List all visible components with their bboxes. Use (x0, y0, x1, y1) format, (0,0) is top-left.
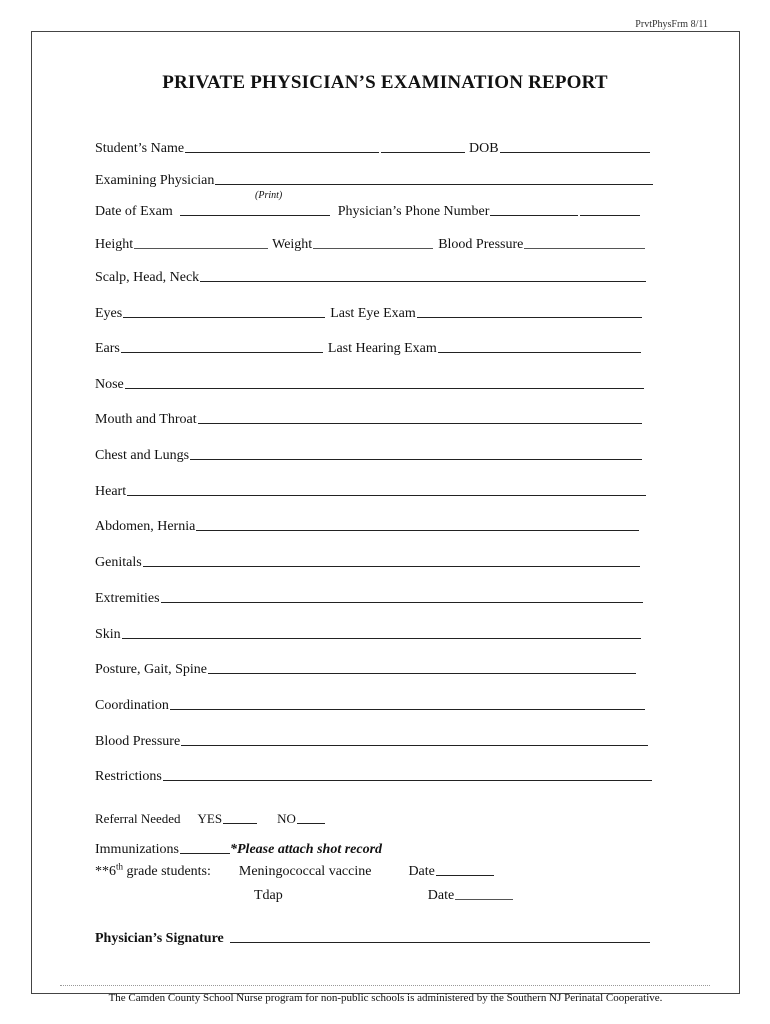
skin-row (95, 627, 641, 643)
nose-field[interactable] (125, 387, 644, 389)
examining-physician-field[interactable] (215, 183, 653, 185)
referral-label: Referral Needed (95, 811, 181, 826)
restrictions-field[interactable] (163, 779, 652, 781)
posture-gait-spine-label: Posture, Gait, Spine (95, 662, 207, 677)
footer-divider (60, 985, 710, 986)
heart-field[interactable] (127, 494, 646, 496)
immunizations-label: Immunizations (95, 842, 179, 857)
ears-label: Ears (95, 341, 120, 356)
ears-field[interactable] (121, 351, 323, 353)
blood-pressure-field[interactable] (181, 744, 648, 746)
date-of-exam-label: Date of Exam (95, 204, 173, 219)
coordination-label: Coordination (95, 698, 169, 713)
mouth-throat-label: Mouth and Throat (95, 412, 197, 427)
referral-no-field[interactable] (297, 822, 325, 824)
physician-phone-label: Physician’s Phone Number (337, 204, 490, 219)
skin-label: Skin (95, 627, 121, 642)
eyes-row (95, 306, 642, 322)
coordination-row (95, 698, 645, 714)
eyes-field[interactable] (123, 316, 325, 318)
blood-pressure-row (95, 734, 648, 750)
posture-row (95, 662, 636, 678)
immunizations-row (95, 842, 382, 858)
restrictions-label: Restrictions (95, 769, 162, 784)
examining-physician-row (95, 173, 653, 189)
student-name-label: Student’s Name (95, 141, 185, 156)
chest-lungs-row (95, 448, 642, 464)
date-of-exam-field[interactable] (180, 214, 330, 216)
immunizations-field[interactable] (180, 852, 230, 854)
form-title: PRIVATE PHYSICIAN’S EXAMINATION REPORT (162, 72, 608, 93)
extremities-row (95, 591, 643, 607)
extremities-field[interactable] (161, 601, 643, 603)
ears-row (95, 341, 641, 357)
student-name-row (95, 141, 650, 157)
tdap-date-field[interactable] (455, 898, 513, 900)
shot-record-note: *Please attach shot record (230, 842, 383, 857)
weight-field[interactable] (313, 247, 433, 249)
referral-row (95, 811, 325, 827)
meningococcal-date-label: Date (408, 864, 435, 879)
height-field[interactable] (134, 247, 268, 249)
genitals-row (95, 555, 640, 571)
height-label: Height (95, 237, 134, 252)
dob-label: DOB (469, 141, 499, 156)
abdomen-hernia-label: Abdomen, Hernia (95, 519, 196, 534)
nose-label: Nose (95, 377, 124, 392)
chest-lungs-label: Chest and Lungs (95, 448, 190, 463)
mouth-throat-field[interactable] (198, 422, 642, 424)
blood-pressure-label: Blood Pressure (95, 734, 181, 749)
signature-row (95, 931, 650, 947)
meningococcal-date-field[interactable] (436, 874, 494, 876)
scalp-row (95, 270, 646, 286)
blood-pressure-top-label: Blood Pressure (438, 237, 524, 252)
heart-label: Heart (95, 484, 127, 499)
referral-no-label: NO (277, 811, 296, 826)
coordination-field[interactable] (170, 708, 645, 710)
referral-yes-field[interactable] (223, 822, 257, 824)
restrictions-row (95, 769, 652, 785)
nose-row (95, 377, 644, 393)
skin-field[interactable] (122, 637, 641, 639)
last-hearing-exam-field[interactable] (438, 351, 641, 353)
chest-lungs-field[interactable] (190, 458, 642, 460)
tdap-row (254, 888, 513, 904)
genitals-field[interactable] (143, 565, 640, 567)
footer-note: The Camden County School Nurse program for non-public schools is administered by the Southern NJ Perinatal Cooperative. (108, 992, 663, 1004)
physician-phone-field[interactable] (490, 214, 578, 216)
signature-label: Physician’s Signature (95, 931, 224, 946)
dob-field[interactable] (500, 151, 650, 153)
scalp-head-neck-label: Scalp, Head, Neck (95, 270, 200, 285)
referral-yes-label: YES (197, 811, 223, 826)
meningococcal-label: Meningococcal vaccine (238, 864, 372, 879)
blood-pressure-top-field[interactable] (524, 247, 645, 249)
posture-gait-spine-field[interactable] (208, 672, 636, 674)
student-name-field-2[interactable] (381, 151, 465, 153)
mouth-throat-row (95, 412, 642, 428)
tdap-label: Tdap (254, 888, 283, 903)
physician-phone-field-2[interactable] (580, 214, 640, 216)
print-note: (Print) (255, 190, 283, 201)
student-name-field[interactable] (185, 151, 379, 153)
last-eye-exam-field[interactable] (417, 316, 642, 318)
tdap-date-label: Date (427, 888, 455, 903)
form-code: PrvtPhysFrm 8/11 (635, 19, 708, 30)
eyes-label: Eyes (95, 306, 123, 321)
scalp-head-neck-field[interactable] (200, 280, 646, 282)
sixth-grade-label: **6th grade students: (95, 861, 211, 879)
heart-row (95, 484, 646, 500)
sixth-grade-row (95, 861, 494, 880)
last-hearing-exam-label: Last Hearing Exam (327, 341, 437, 356)
date-of-exam-row (95, 204, 640, 220)
examining-physician-label: Examining Physician (95, 173, 215, 188)
signature-field[interactable] (230, 941, 650, 943)
abdomen-hernia-field[interactable] (196, 529, 639, 531)
extremities-label: Extremities (95, 591, 160, 606)
abdomen-row (95, 519, 639, 535)
weight-label: Weight (272, 237, 313, 252)
vitals-row (95, 237, 645, 253)
last-eye-exam-label: Last Eye Exam (330, 306, 416, 321)
genitals-label: Genitals (95, 555, 142, 570)
